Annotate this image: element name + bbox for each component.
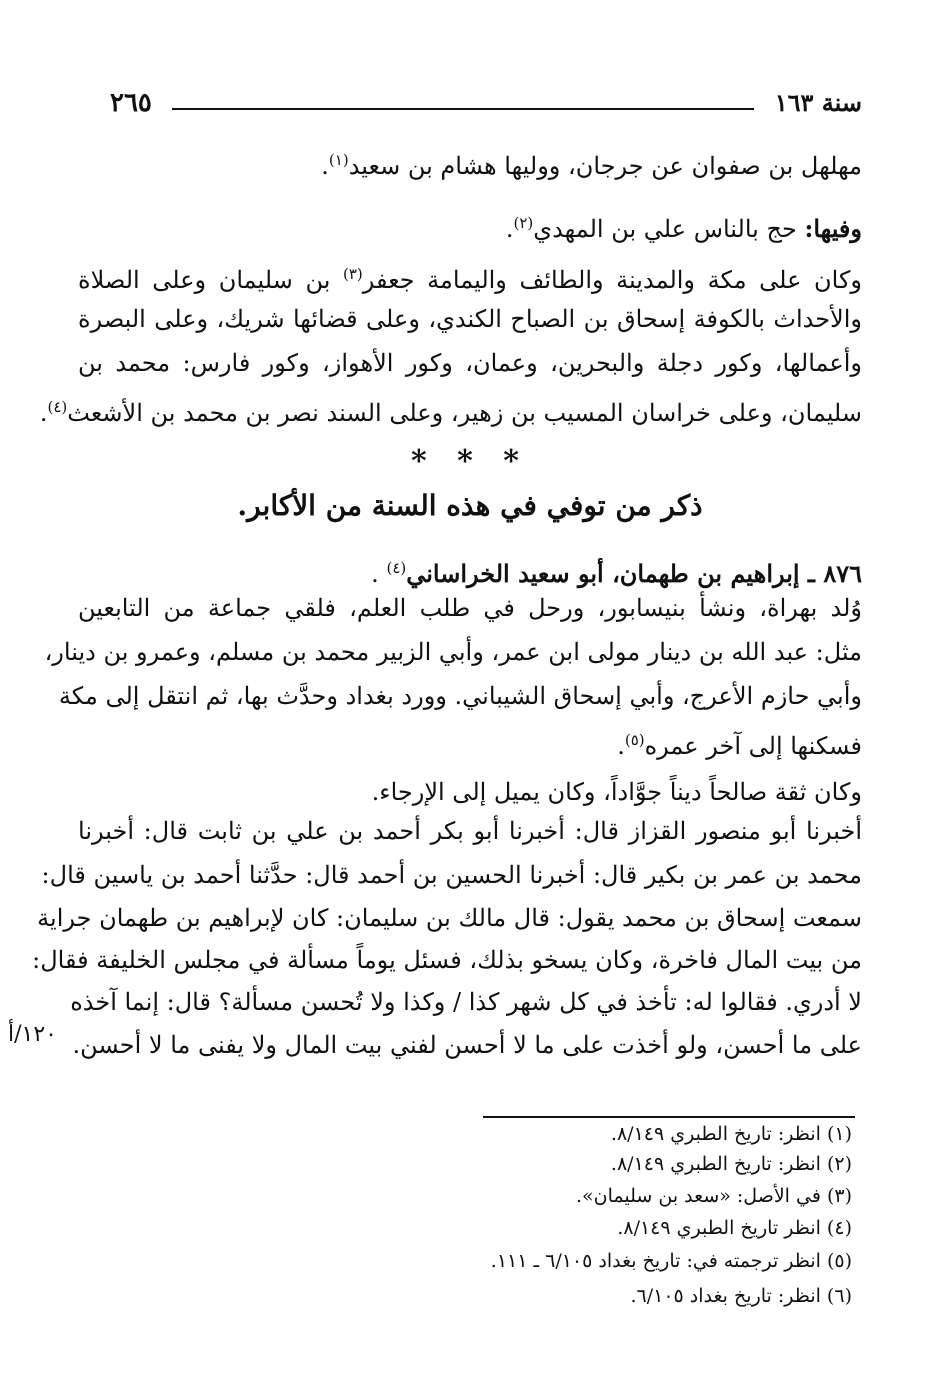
text-line-17: لا أدري. فقالوا له: تأخذ في كل شهر كذا / وكذا ولا تُحسن مسألة؟ قال: إنما آخذه	[70, 988, 862, 1016]
text-line-15: سمعت إسحاق بن محمد يقول: قال مالك بن سليمان: كان لإبراهيم بن طهمان جراية	[37, 904, 862, 932]
footnote-ref: (٤)	[386, 559, 407, 577]
footnote-ref: (٤)	[47, 398, 68, 416]
text: .	[617, 732, 625, 760]
text-line-2	[506, 205, 862, 247]
footnote-3: (٣) في الأصل: «سعد بن سليمان».	[576, 1185, 852, 1207]
text-line-12: وكان ثقة صالحاً ديناً جوَّاداً، وكان يميل إلى الإرجاء.	[371, 778, 862, 806]
text: مهلهل بن صفوان عن جرجان، ووليها هشام بن سعيد	[348, 152, 862, 180]
footnote-ref: (٥)	[624, 731, 645, 749]
text: .	[371, 560, 379, 588]
entry-heading	[371, 550, 862, 592]
text-line-8: وُلد بهراة، ونشأ بنيسابور، ورحل في طلب العلم، فلقي جماعة من التابعين	[78, 594, 862, 622]
text: فسكنها إلى آخر عمره	[644, 732, 862, 760]
header-rule	[172, 108, 754, 110]
footnote-2: (٢) انظر: تاريخ الطبري ٨/١٤٩.	[610, 1153, 852, 1175]
footnote-separator	[483, 1116, 855, 1118]
text-line-9: مثل: عبد الله بن دينار مولى ابن عمر، وأبي الزبير محمد بن مسلم، وعمرو بن دينار،	[44, 638, 862, 666]
text: حج بالناس علي بن المهدي	[533, 215, 797, 243]
margin-folio-note: ١٢٠/أ	[8, 1022, 57, 1047]
text-line-3	[78, 256, 862, 298]
text-line-10: وأبي حازم الأعرج، وأبي إسحاق الشيباني. وورد بغداد وحدَّث بها، ثم انتقل إلى مكة	[58, 682, 862, 710]
page-number: ٢٦٥	[110, 88, 152, 118]
footnote-ref: (٣)	[343, 265, 363, 283]
text: بن سليمان وعلى الصلاة	[78, 266, 331, 294]
text: .	[505, 215, 514, 243]
footnote-ref: (٢)	[513, 214, 534, 232]
text: .	[321, 152, 329, 180]
text: سليمان، وعلى خراسان المسيب بن زهير، وعلى السند نصر بن محمد بن الأشعث	[67, 399, 862, 427]
text-line-5: وأعمالها، وكور دجلة والبحرين، وعمان، وكور الأهواز، وكور فارس: محمد بن	[78, 349, 862, 377]
page-header	[110, 84, 862, 124]
text: وكان على مكة والمدينة والطائف واليمامة جعفر	[362, 266, 862, 294]
footnote-ref: (١)	[328, 151, 349, 169]
text-line-13: أخبرنا أبو منصور القزاز قال: أخبرنا أبو بكر أحمد بن علي بن ثابت قال: أخبرنا	[78, 817, 862, 845]
footnote-4: (٤) انظر تاريخ الطبري ٨/١٤٩.	[617, 1217, 852, 1239]
lead-word: وفيها:	[804, 214, 862, 243]
text-line-11	[617, 722, 862, 764]
text-line-1	[321, 142, 862, 184]
footnote-6: (٦) انظر: تاريخ بغداد ٦/١٠٥.	[630, 1285, 852, 1307]
entry-title: ٨٧٦ ـ إبراهيم بن طهمان، أبو سعيد الخراساني	[406, 559, 862, 588]
text-line-6	[40, 389, 862, 431]
text-line-4: والأحداث بالكوفة إسحاق بن الصباح الكندي، وعلى قضائها شريك، وعلى البصرة	[78, 305, 862, 333]
section-separator: * * *	[411, 444, 529, 479]
footnote-1: (١) انظر: تاريخ الطبري ٨/١٤٩.	[610, 1123, 852, 1145]
text-line-14: محمد بن عمر بن بكير قال: أخبرنا الحسين بن أحمد قال: حدَّثنا أحمد بن ياسين قال:	[41, 861, 862, 889]
section-heading: ذكر من توفي في هذه السنة من الأكابر.	[237, 489, 703, 522]
footnote-5: (٥) انظر ترجمته في: تاريخ بغداد ٦/١٠٥ ـ ١١١.	[490, 1250, 852, 1272]
text-line-16: من بيت المال فاخرة، وكان يسخو بذلك، فسئل يوماً مسألة في مجلس الخليفة فقال:	[32, 946, 862, 974]
text: .	[39, 399, 48, 427]
text-line-18: على ما أحسن، ولو أخذت على ما لا أحسن لفني بيت المال ولا يفنى ما لا أحسن.	[72, 1031, 862, 1059]
running-head-year: سنة ١٦٣	[774, 88, 862, 117]
